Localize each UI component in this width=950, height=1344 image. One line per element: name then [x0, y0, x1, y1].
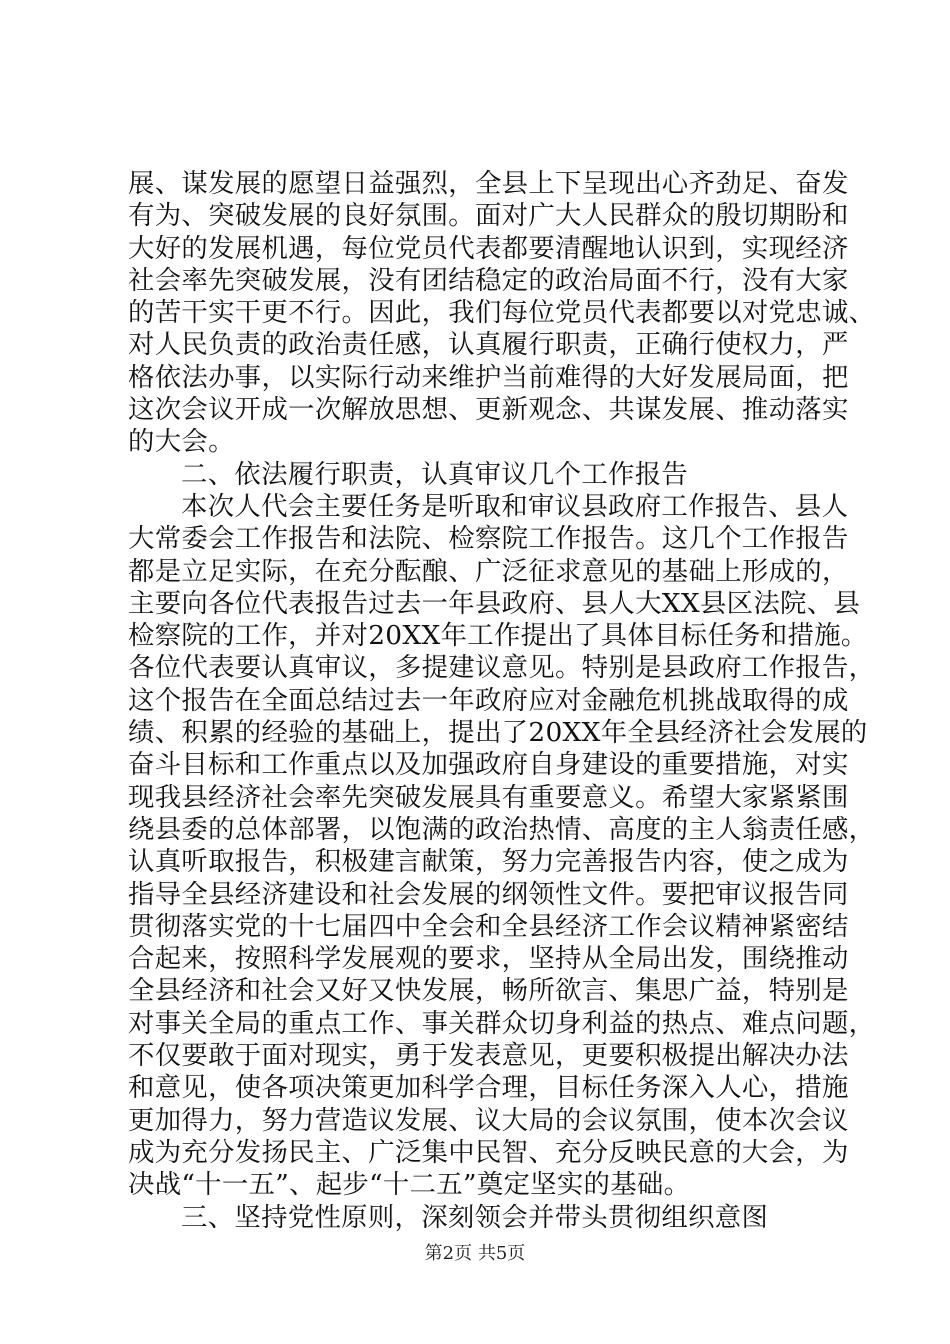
text-line: 各位代表要认真审议，多提建议意见。特别是县政府工作报告， — [128, 652, 876, 684]
text-line: 和意见，使各项决策更加科学合理，目标任务深入人心，措施 — [128, 1072, 849, 1104]
text-line: 的苦干实干更不行。因此，我们每位党员代表都要以对党忠诚、 — [128, 297, 876, 329]
text-line: 更加得力，努力营造议发展、议大局的会议氛围，使本次会议 — [128, 1104, 849, 1136]
section-heading: 二、依法履行职责，认真审议几个工作报告 — [181, 458, 689, 490]
text-line: 都是立足实际，在充分酝酿、广泛征求意见的基础上形成的， — [128, 555, 849, 587]
text-line: 绕县委的总体部署，以饱满的政治热情、高度的主人翁责任感， — [128, 813, 876, 845]
text-line: 这个报告在全面总结过去一年政府应对金融危机挑战取得的成 — [128, 684, 849, 716]
text-line: 绩、积累的经验的基础上，提出了20XX年全县经济社会发展的 — [128, 717, 868, 749]
text-line: 这次会议开成一次解放思想、更新观念、共谋发展、推动落实 — [128, 394, 849, 426]
text-line: 大常委会工作报告和法院、检察院工作报告。这几个工作报告 — [128, 523, 849, 555]
text-line: 贯彻落实党的十七届四中全会和全县经济工作会议精神紧密结 — [128, 910, 849, 942]
section-heading: 三、坚持党性原则，深刻领会并带头贯彻组织意图 — [181, 1201, 769, 1233]
text-line: 社会率先突破发展，没有团结稳定的政治局面不行，没有大家 — [128, 264, 849, 296]
text-line: 合起来，按照科学发展观的要求，坚持从全局出发，围绕推动 — [128, 943, 849, 975]
text-line: 对人民负责的政治责任感，认真履行职责，正确行使权力，严 — [128, 329, 849, 361]
text-line: 全县经济和社会又好又快发展，畅所欲言、集思广益，特别是 — [128, 975, 849, 1007]
text-line: 成为充分发扬民主、广泛集中民智、充分反映民意的大会，为 — [128, 1136, 849, 1168]
text-line: 决战“十一五”、起步“十二五”奠定坚实的基础。 — [128, 1169, 691, 1201]
text-line: 大好的发展机遇，每位党员代表都要清醒地认识到，实现经济 — [128, 232, 849, 264]
text-line: 检察院的工作，并对20XX年工作提出了具体目标任务和措施。 — [128, 620, 868, 652]
text-line: 认真听取报告，积极建言献策，努力完善报告内容，使之成为 — [128, 846, 849, 878]
text-line: 奋斗目标和工作重点以及加强政府自身建设的重要措施，对实 — [128, 749, 849, 781]
text-line: 对事关全局的重点工作、事关群众切身利益的热点、难点问题， — [128, 1007, 876, 1039]
text-line: 展、谋发展的愿望日益强烈，全县上下呈现出心齐劲足、奋发 — [128, 168, 849, 199]
text-line: 主要向各位代表报告过去一年县政府、县人大XX县区法院、县 — [128, 587, 861, 619]
text-line: 的大会。 — [128, 426, 235, 458]
body-text — [128, 168, 876, 1234]
text-line: 不仅要敢于面对现实，勇于发表意见，更要积极提出解决办法 — [128, 1040, 849, 1072]
text-line: 格依法办事，以实际行动来维护当前难得的大好发展局面，把 — [128, 361, 849, 393]
page-footer: 第2页 共5页 — [424, 1243, 526, 1264]
text-line: 指导全县经济建设和社会发展的纲领性文件。要把审议报告同 — [128, 878, 849, 910]
text-line: 有为、突破发展的良好氛围。面对广大人民群众的殷切期盼和 — [128, 200, 849, 232]
text-line: 现我县经济社会率先突破发展具有重要意义。希望大家紧紧围 — [128, 781, 849, 813]
paragraph-start-line: 本次人代会主要任务是听取和审议县政府工作报告、县人 — [181, 490, 849, 522]
